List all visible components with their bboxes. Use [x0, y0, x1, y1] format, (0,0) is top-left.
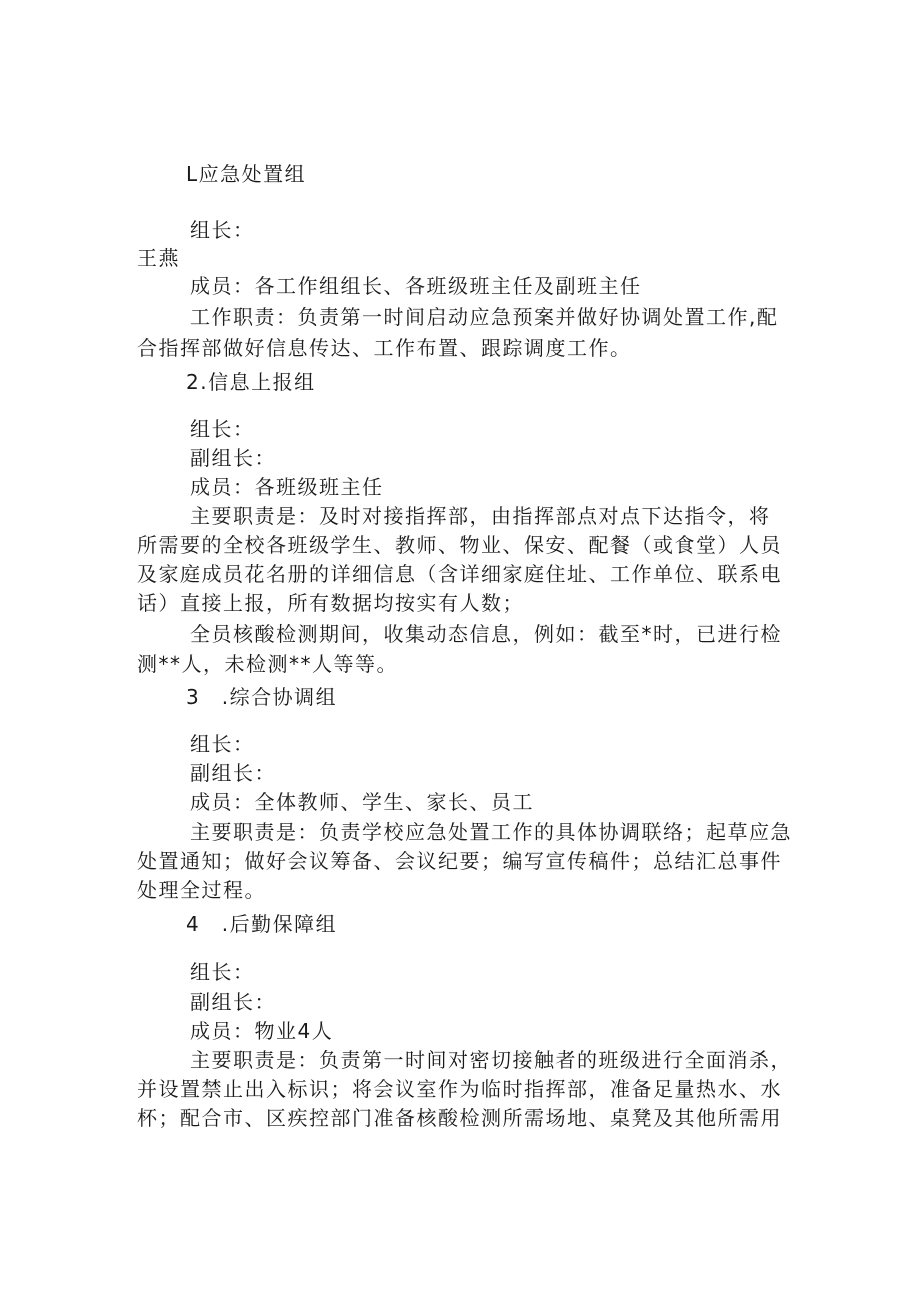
duty-line: 工作职责：负责第一时间启动应急预案并做好协调处置工作,配	[190, 305, 779, 329]
leader-name: 王燕	[137, 246, 180, 270]
members-line: 成员：物业4人	[190, 1019, 334, 1043]
duty-line: 主要职责是：及时对接指挥部，由指挥部点对点下达指令，将	[190, 504, 771, 528]
members-line: 成员：全体教师、学生、家长、员工	[190, 790, 534, 814]
duty-line: 所需要的全校各班级学生、教师、物业、保安、配餐（或食堂）人员	[137, 533, 782, 557]
duty-line: 并设置禁止出入标识；将会议室作为临时指挥部，准备足量热水、水	[137, 1077, 782, 1101]
duty-line: 主要职责是：负责第一时间对密切接触者的班级进行全面消杀，	[190, 1048, 792, 1072]
leader-label: 组长：	[190, 218, 255, 242]
duty-line: 测**人，未检测**人等等。	[137, 652, 398, 676]
duty-line: 处理全过程。	[137, 878, 266, 902]
duty-line: 合指挥部做好信息传达、工作布置、跟踪调度工作。	[137, 336, 632, 360]
section-heading: 4 .后勤保障组	[186, 912, 338, 936]
members-line: 成员：各工作组组长、各班级班主任及副班主任	[190, 274, 642, 298]
section-heading: 2.信息上报组	[186, 370, 316, 394]
deputy-label: 副组长：	[190, 446, 276, 470]
leader-label: 组长：	[190, 732, 255, 756]
deputy-label: 副组长：	[190, 990, 276, 1014]
duty-line: 及家庭成员花名册的详细信息（含详细家庭住址、工作单位、联系电	[137, 562, 782, 586]
duty-line: 全员核酸检测期间，收集动态信息，例如：截至*时，已进行检	[190, 622, 782, 646]
duty-line: 话）直接上报，所有数据均按实有人数；	[137, 591, 524, 615]
deputy-label: 副组长：	[190, 761, 276, 785]
section-heading: 3 .综合协调组	[186, 685, 338, 709]
duty-line: 处置通知；做好会议筹备、会议纪要；编写宣传稿件；总结汇总事件	[137, 849, 782, 873]
members-line: 成员：各班级班主任	[190, 475, 384, 499]
duty-line: 主要职责是：负责学校应急处置工作的具体协调联络；起草应急	[190, 820, 792, 844]
duty-line: 杯；配合市、区疾控部门准备核酸检测所需场地、桌凳及其他所需用	[137, 1106, 782, 1130]
leader-label: 组长：	[190, 417, 255, 441]
leader-label: 组长：	[190, 960, 255, 984]
section-heading: L应急处置组	[186, 162, 307, 186]
